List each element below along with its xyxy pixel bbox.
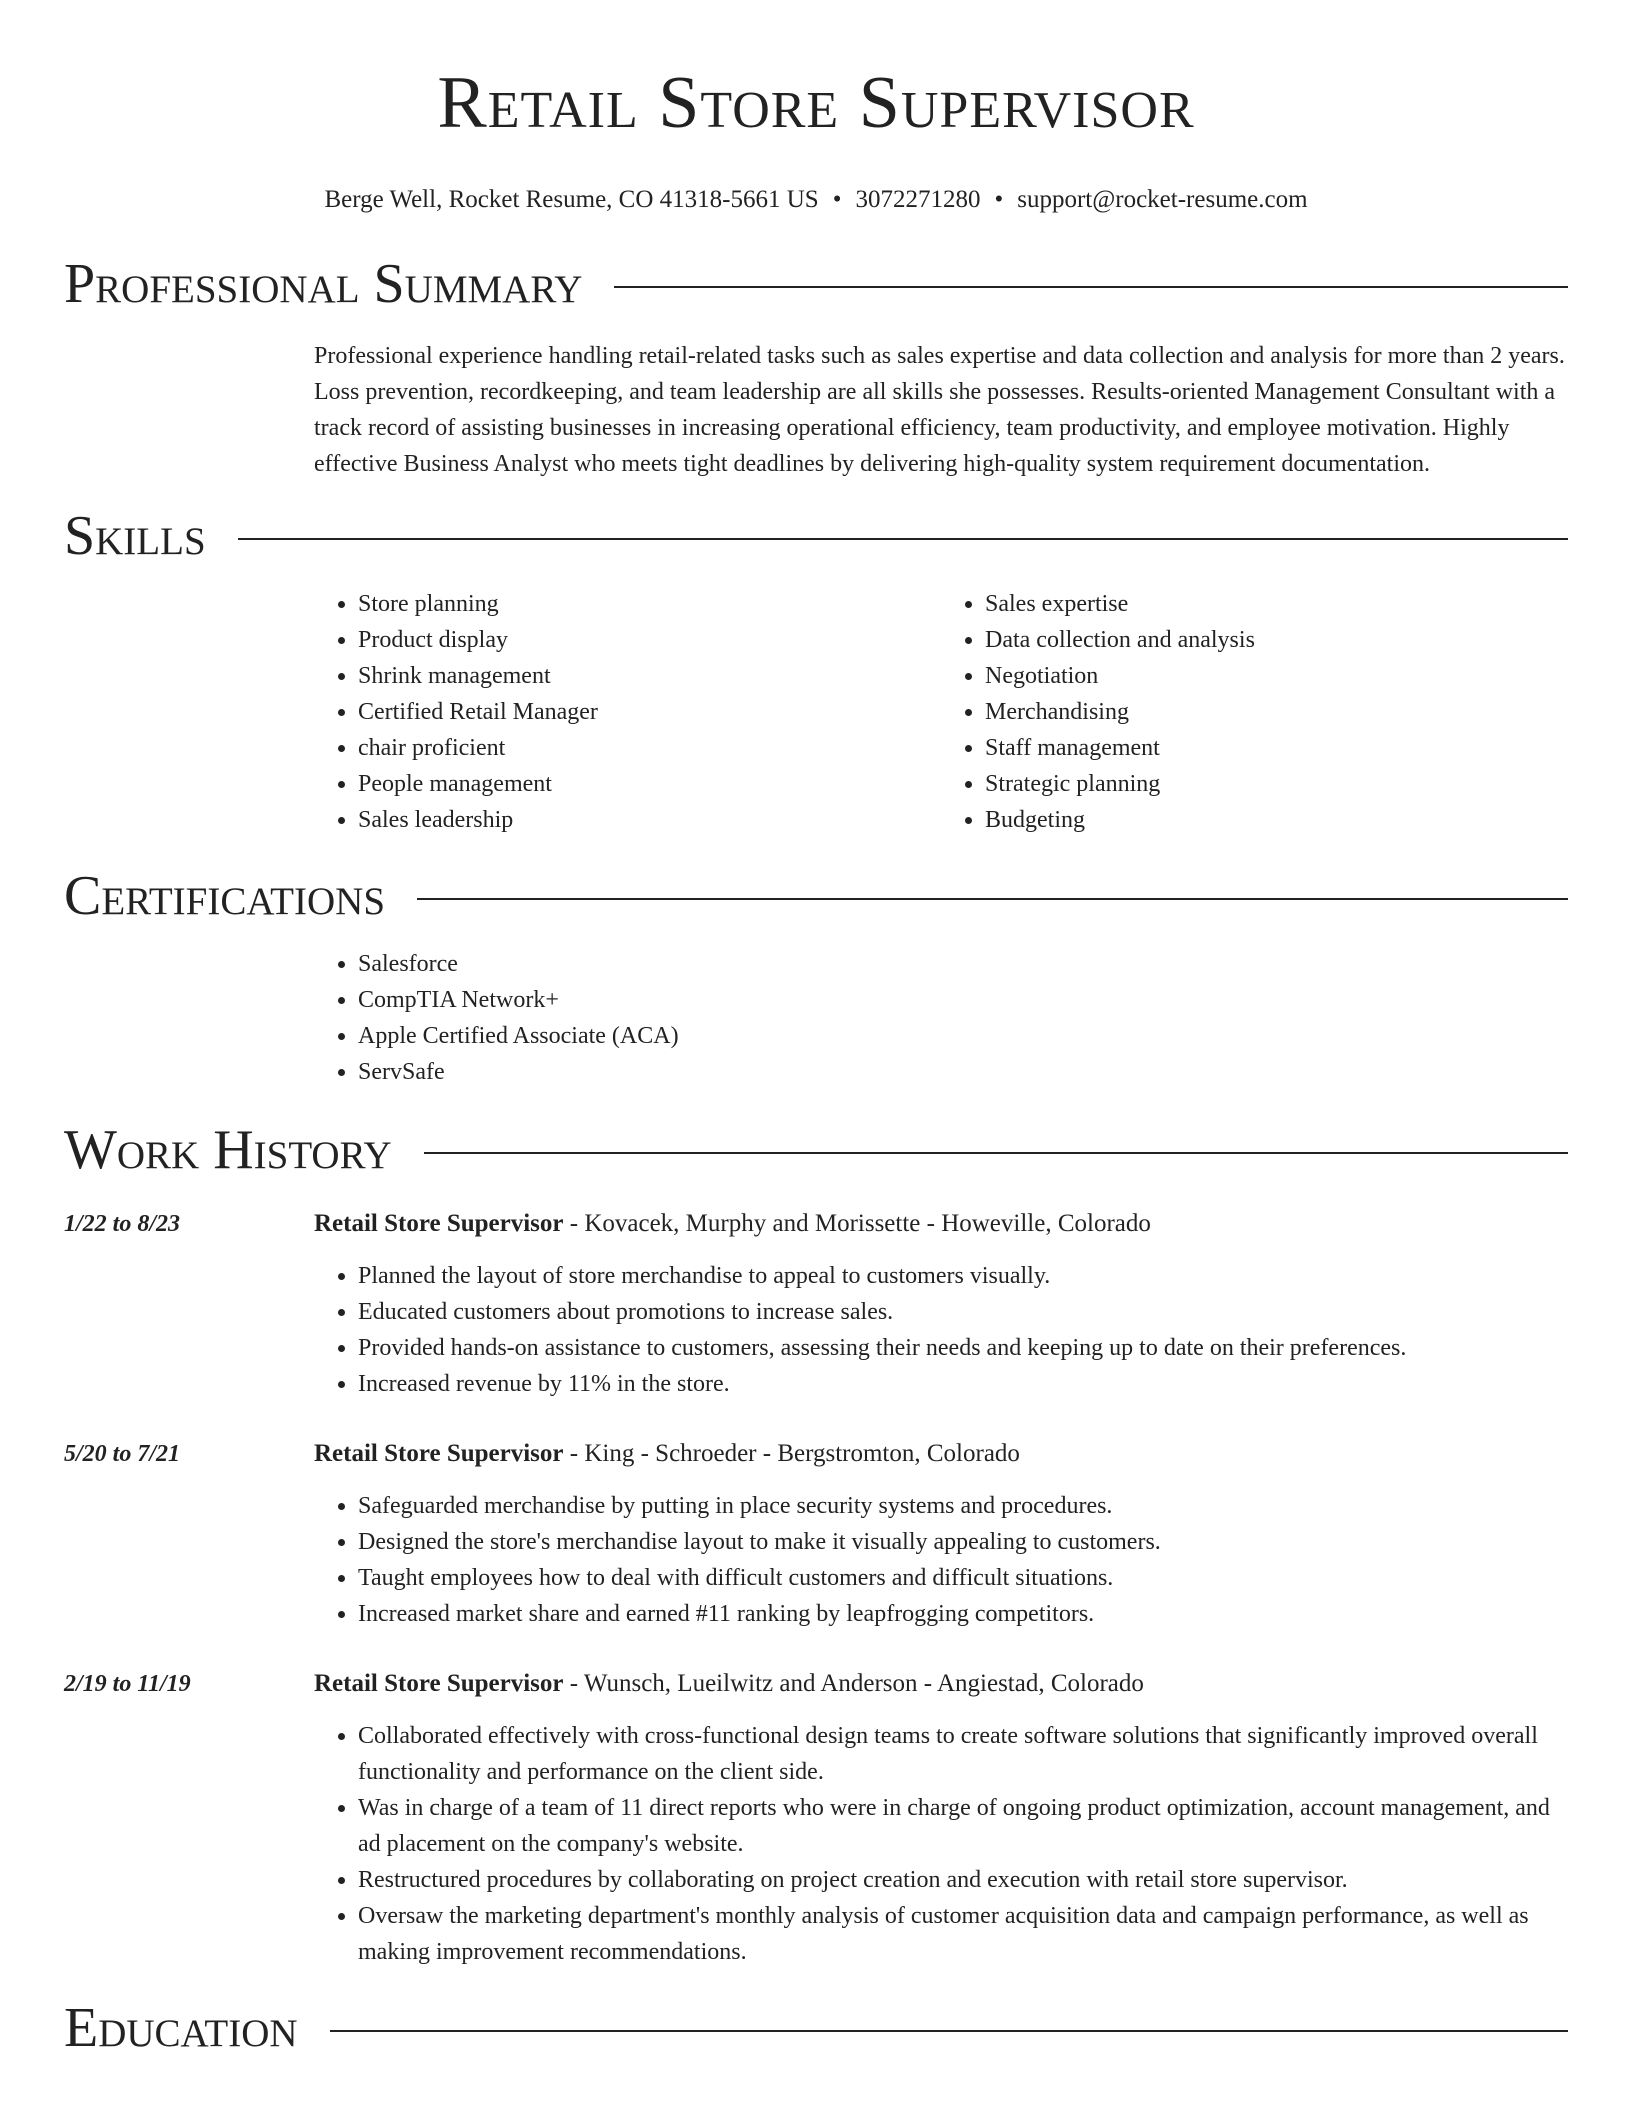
contact-email: support@rocket-resume.com	[1017, 186, 1308, 213]
skill-item: • Budgeting	[985, 802, 1568, 838]
job-bullet: • Provided hands-on assistance to customers, assessing their needs and keeping up to date on their preferences.	[358, 1330, 1568, 1366]
job-title: Retail Store Supervisor	[314, 1670, 564, 1697]
job-entry	[64, 1436, 1568, 1632]
job-bullet: • Safeguarded merchandise by putting in place security systems and procedures.	[358, 1488, 1568, 1524]
job-bullet: • Restructured procedures by collaborating on project creation and execution with retail store supervisor.	[358, 1862, 1568, 1898]
skill-item: • Strategic planning	[985, 766, 1568, 802]
skill-item: • Product display	[358, 622, 941, 658]
contact-phone: 3072271280	[855, 186, 981, 213]
contact-line	[64, 184, 1568, 216]
skill-item: • chair proficient	[358, 730, 941, 766]
summary-block	[314, 338, 1568, 482]
job-employer-location: - King - Schroeder - Bergstromton, Colorado	[563, 1440, 1020, 1467]
section-header-summary	[64, 252, 1568, 316]
skill-item: • Sales expertise	[985, 586, 1568, 622]
job-content	[314, 1206, 1568, 1402]
skill-item: • People management	[358, 766, 941, 802]
certifications-block	[314, 946, 1568, 1090]
contact-separator: •	[994, 186, 1004, 213]
summary-text: Professional experience handling retail-related tasks such as sales expertise and data collection and analysis for more than 2 years. Loss prevention, recordkeeping, and team leadership are all skills she possesses. Results-oriented Management Consultant with a track record of assisting businesses in increasing operational efficiency, team productivity, and employee motivation. Highly effective Business Analyst who meets tight deadlines by delivering high-quality system requirement documentation.	[314, 343, 1565, 477]
skills-list-left	[314, 586, 941, 838]
skills-list-right	[941, 586, 1568, 838]
certification-item: • Apple Certified Associate (ACA)	[358, 1018, 1568, 1054]
job-bullet: • Increased revenue by 11% in the store.	[358, 1366, 1568, 1402]
job-bullets	[314, 1258, 1568, 1402]
section-divider	[238, 538, 1568, 540]
section-heading: Skills	[64, 505, 206, 567]
job-bullet: • Educated customers about promotions to increase sales.	[358, 1294, 1568, 1330]
job-bullet: • Oversaw the marketing department's monthly analysis of customer acquisition data and campaign performance, as well as making improvement recommendations.	[358, 1898, 1568, 1970]
job-heading	[314, 1206, 1568, 1242]
skill-item: • Staff management	[985, 730, 1568, 766]
resume-title: Retail Store Supervisor	[437, 62, 1195, 144]
job-heading	[314, 1436, 1568, 1472]
job-dates: 1/22 to 8/23	[64, 1211, 181, 1237]
skill-item: • Negotiation	[985, 658, 1568, 694]
certification-item: • CompTIA Network+	[358, 982, 1568, 1018]
job-content	[314, 1666, 1568, 1970]
section-header-education	[64, 1996, 1568, 2060]
section-heading: Education	[64, 1997, 298, 2059]
job-bullet: • Collaborated effectively with cross-functional design teams to create software solutions that significantly improved overall functionality and performance on the client side.	[358, 1718, 1568, 1790]
skill-item: • Store planning	[358, 586, 941, 622]
job-employer-location: - Wunsch, Lueilwitz and Anderson - Angiestad, Colorado	[563, 1670, 1144, 1697]
job-bullet: • Designed the store's merchandise layout to make it visually appealing to customers.	[358, 1524, 1568, 1560]
job-entry	[64, 1666, 1568, 1970]
skill-item: • Sales leadership	[358, 802, 941, 838]
job-bullets	[314, 1718, 1568, 1970]
job-title: Retail Store Supervisor	[314, 1440, 564, 1467]
certification-item: • ServSafe	[358, 1054, 1568, 1090]
job-dates: 2/19 to 11/19	[64, 1671, 191, 1697]
section-divider	[330, 2030, 1568, 2032]
job-bullet: • Was in charge of a team of 11 direct reports who were in charge of ongoing product optimization, account management, and ad placement on the company's website.	[358, 1790, 1568, 1862]
section-header-work-history	[64, 1118, 1568, 1182]
section-header-skills	[64, 504, 1568, 568]
job-employer-location: - Kovacek, Murphy and Morissette - Howeville, Colorado	[563, 1210, 1151, 1237]
job-title: Retail Store Supervisor	[314, 1210, 564, 1237]
contact-address: Berge Well, Rocket Resume, CO 41318-5661 US	[324, 186, 819, 213]
skill-item: • Data collection and analysis	[985, 622, 1568, 658]
job-bullet: • Planned the layout of store merchandise to appeal to customers visually.	[358, 1258, 1568, 1294]
skill-item: • Merchandising	[985, 694, 1568, 730]
certifications-list	[314, 946, 1568, 1090]
job-heading	[314, 1666, 1568, 1702]
section-heading: Work History	[64, 1119, 392, 1181]
section-header-certifications	[64, 864, 1568, 928]
job-entry	[64, 1206, 1568, 1402]
section-divider	[417, 898, 1568, 900]
skills-block	[314, 586, 1568, 838]
job-bullet: • Taught employees how to deal with difficult customers and difficult situations.	[358, 1560, 1568, 1596]
skill-item: • Shrink management	[358, 658, 941, 694]
skill-item: • Certified Retail Manager	[358, 694, 941, 730]
job-dates: 5/20 to 7/21	[64, 1441, 181, 1467]
job-bullets	[314, 1488, 1568, 1632]
certification-item: • Salesforce	[358, 946, 1568, 982]
section-divider	[614, 286, 1568, 288]
job-content	[314, 1436, 1568, 1632]
contact-separator: •	[832, 186, 842, 213]
job-bullet: • Increased market share and earned #11 ranking by leapfrogging competitors.	[358, 1596, 1568, 1632]
section-heading: Professional Summary	[64, 253, 583, 315]
section-divider	[424, 1152, 1568, 1154]
section-heading: Certifications	[64, 865, 386, 927]
